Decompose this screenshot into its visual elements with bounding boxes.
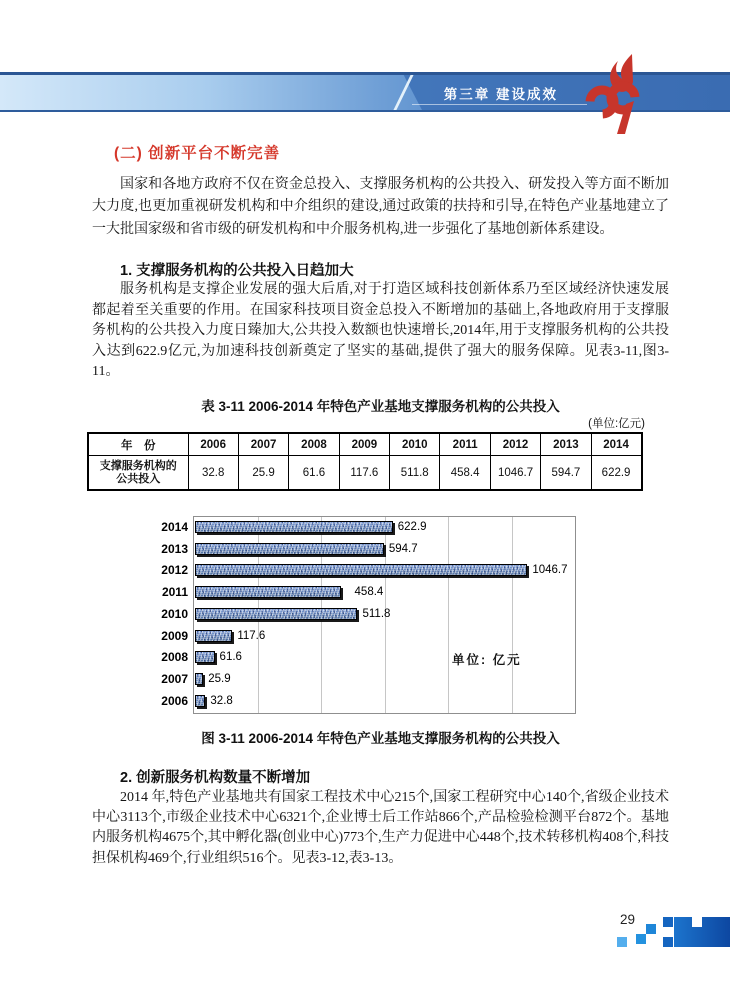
- table-value-cell: 25.9: [238, 456, 288, 491]
- table-row-label: 支撑服务机构的 公共投入: [88, 456, 188, 491]
- table-value-cell: 622.9: [591, 456, 641, 491]
- chart-bar: [195, 543, 384, 555]
- chart-value-label: 32.8: [210, 695, 233, 707]
- chart-year-label: 2006: [161, 694, 188, 708]
- paragraph-3: 2014 年,特色产业基地共有国家工程技术中心215个,国家工程研究中心140个,省级企业技术中心3113个,市级企业技术中心6321个,企业博士后工作站866个,产品检验检测平台872个。基地内服务机构4675个,其中孵化器(创业中心)773个,生产力促进中心448个,技术转移机构408个,科技担保机构469个,行业组织516个。见表3-12,表3-13。: [92, 790, 669, 866]
- chart-bar: [195, 695, 205, 707]
- table-year-cell: 2007: [238, 433, 288, 456]
- table-value-cell: 117.6: [339, 456, 389, 491]
- subheading-1: 1. 支撑服务机构的公共投入日趋加大: [120, 263, 354, 279]
- chart-year-label: 2009: [161, 628, 188, 643]
- chart-bar: [195, 630, 232, 642]
- table-year-cell: 2012: [490, 433, 540, 456]
- torch-logo-icon: [585, 54, 651, 134]
- mosaic-square: [636, 934, 646, 944]
- chart-value-label: 622.9: [397, 520, 427, 533]
- chart-bar: [195, 521, 393, 533]
- chart-bar-row: [160, 538, 580, 559]
- page-number: 29: [620, 912, 636, 927]
- chapter-title: 第三章 建设成效: [443, 86, 558, 102]
- chart-bar: [195, 651, 215, 663]
- paragraph-2: 服务机构是支撑企业发展的强大后盾,对于打造区域科技创新体系乃至区域经济快速发展都起着至关重要的作用。在国家科技项目资金总投入不断增加的基础上,各地政府用于支撑服务机构的公共投入力度日臻加大,公共投入数额也快速增长,2014年,用于支撑服务机构的公共投入达到622.9亿元,为加速科技创新奠定了坚实的基础,提供了强大的服务保障。见表3-11,图3-11。: [92, 282, 669, 380]
- chart-year-label: 2011: [161, 585, 188, 600]
- table-year-cell: 2006: [188, 433, 238, 456]
- chart-unit-label: 单位: 亿元: [452, 653, 522, 667]
- section-heading: (二) 创新平台不断完善: [114, 145, 281, 162]
- mosaic-square: [663, 917, 673, 927]
- chart-year-label: 2010: [161, 606, 188, 621]
- mosaic-square: [663, 937, 673, 947]
- chart-rows: [160, 516, 580, 712]
- chart-bar-row: [160, 582, 580, 603]
- table-year-cell: 2008: [289, 433, 339, 456]
- chart-bar: [195, 564, 527, 576]
- table-value-cell: 594.7: [541, 456, 591, 491]
- chart-value-label: 117.6: [237, 629, 266, 642]
- chart-value-label: 511.8: [362, 607, 391, 620]
- chart-bar-row: [160, 625, 580, 646]
- table-year-cell: 2010: [390, 433, 440, 456]
- chart-year-label: 2008: [161, 650, 188, 665]
- bar-chart: [160, 516, 580, 712]
- chart-bar-row: [160, 691, 580, 712]
- chart-value-label: 25.9: [208, 673, 231, 686]
- table-year-cell: 2009: [339, 433, 389, 456]
- chart-bar: [195, 673, 203, 685]
- mosaic-square: [646, 924, 656, 934]
- table-unit-note: (单位:亿元): [588, 418, 645, 430]
- chart-value-label: 458.4: [354, 586, 384, 599]
- figure-caption: 图 3-11 2006-2014 年特色产业基地支撑服务机构的公共投入: [201, 731, 560, 746]
- table-value-cell: 511.8: [390, 456, 440, 491]
- chart-year-label: 2014: [161, 519, 188, 534]
- table-value-cell: 32.8: [188, 456, 238, 491]
- chart-bar: [195, 586, 341, 598]
- chart-value-label: 594.7: [388, 542, 418, 555]
- table-year-cell: 2013: [541, 433, 591, 456]
- chart-bar-row: [160, 669, 580, 690]
- chart-bar-row: [160, 560, 580, 581]
- chart-value-label: 1046.7: [532, 564, 568, 577]
- chart-year-label: 2012: [161, 563, 188, 578]
- mosaic-square: [617, 937, 627, 947]
- chart-bar-row: [160, 603, 580, 624]
- mosaic-notch: [692, 917, 702, 927]
- paragraph-1: 国家和各地方政府不仅在资金总投入、支撑服务机构的公共投入、研发投入等方面不断加大力度,也更加重视研发机构和中介组织的建设,通过政策的扶持和引导,在特色产业基地建立了一大批国家级和省市级的研发机构和中介服务机构,进一步强化了基地创新体系建设。: [92, 177, 669, 237]
- chart-bar: [195, 608, 357, 620]
- table-year-cell: 2014: [591, 433, 641, 456]
- chart-year-label: 2007: [161, 672, 188, 687]
- chart-year-label: 2013: [161, 541, 188, 556]
- header-underline: [412, 104, 587, 105]
- chart-value-label: 61.6: [219, 651, 242, 664]
- investment-table: [87, 432, 643, 491]
- chart-bar-row: [160, 516, 580, 537]
- table-value-cell: 1046.7: [490, 456, 540, 491]
- header-diagonal-seam: [393, 75, 413, 110]
- table-value-cell: 61.6: [289, 456, 339, 491]
- table-value-cell: 458.4: [440, 456, 490, 491]
- subheading-2: 2. 创新服务机构数量不断增加: [120, 770, 311, 786]
- table-corner-cell: 年 份: [88, 433, 188, 456]
- mosaic-bar: [674, 917, 730, 947]
- table-year-cell: 2011: [440, 433, 490, 456]
- table-title: 表 3-11 2006-2014 年特色产业基地支撑服务机构的公共投入: [201, 399, 560, 414]
